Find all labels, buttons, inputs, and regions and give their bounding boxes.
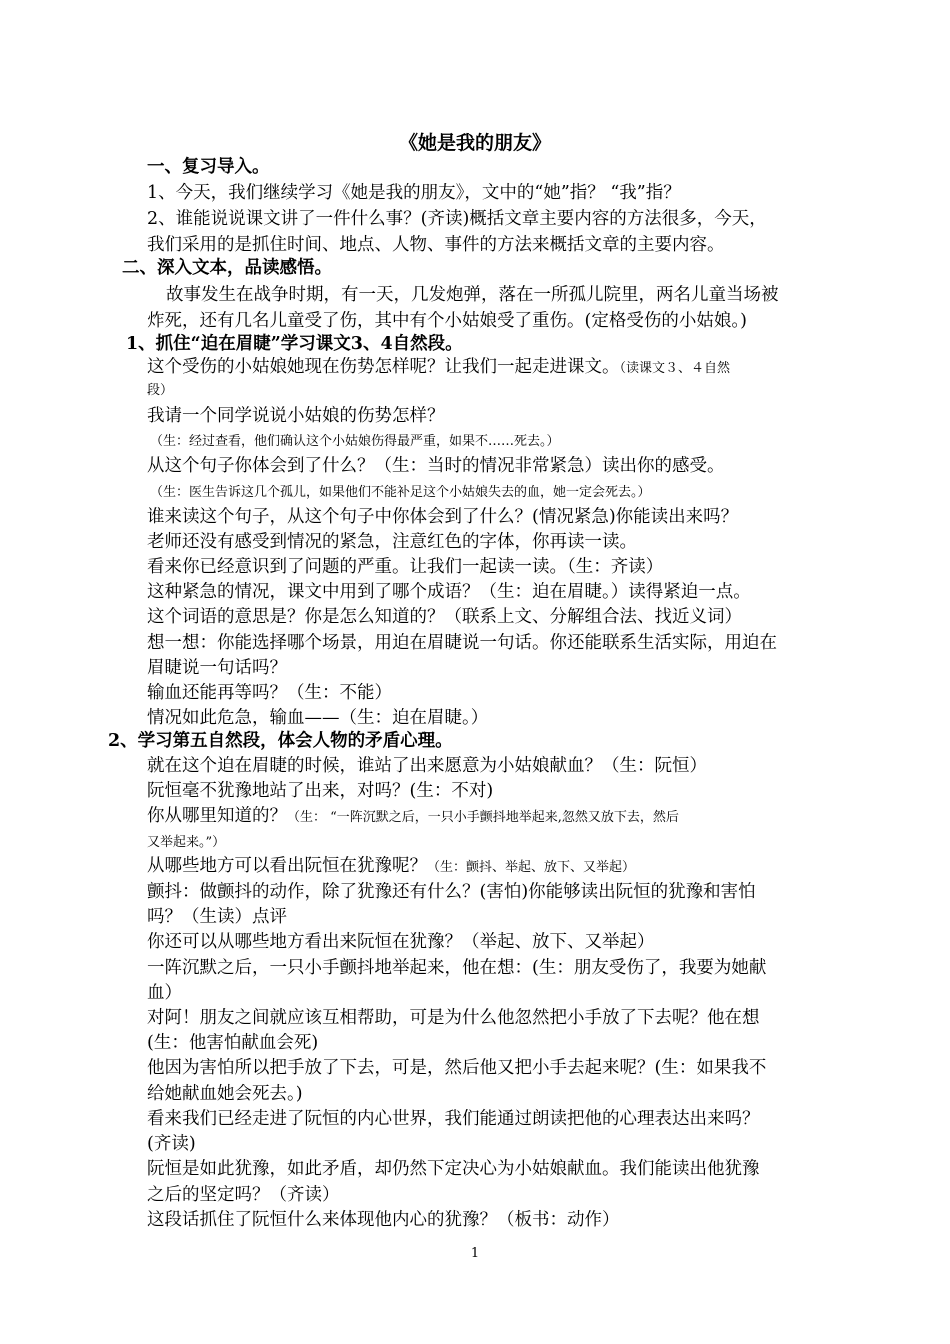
text-line — [147, 454, 725, 478]
text-line — [147, 779, 493, 803]
line-text: 之后的坚定吗？（齐读） — [147, 1185, 340, 1205]
student-note: （读课文３、４自然 — [619, 361, 731, 376]
line-text: 情况如此危急，输血——（生：迫在眉睫。） — [147, 708, 489, 728]
section-heading — [122, 256, 332, 280]
text-line — [147, 754, 707, 778]
text-line — [147, 1132, 196, 1156]
line-text: 他因为害怕所以把手放了下去，可是，然后他又把小手去起来呢？(生：如果我不 — [147, 1058, 767, 1078]
line-text: 给她献血她会死去。) — [147, 1084, 303, 1104]
line-text: 这种紧急的情况，课文中用到了哪个成语？（生：迫在眉睫。）读得紧迫一点。 — [147, 582, 751, 602]
line-text: 眉睫说一句话吗？ — [147, 658, 287, 678]
line-text: 我们采用的是抓住时间、地点、人物、事件的方法来概括文章的主要内容。 — [147, 235, 725, 255]
line-text: 二、深入文本，品读感悟。 — [122, 258, 332, 278]
section-heading — [126, 332, 463, 356]
text-line — [147, 656, 287, 680]
text-line — [147, 854, 635, 880]
student-note: （生：经过查看，他们确认这个小姑娘伤得最严重，如果不……死去。） — [150, 434, 560, 449]
document-title: 《她是我的朋友》 — [398, 132, 551, 154]
line-text: 2、学习第五自然段，体会人物的矛盾心理。 — [108, 731, 453, 751]
line-text: 这个受伤的小姑娘她现在伤势怎样呢？让我们一起走进课文。 — [147, 357, 620, 377]
line-text: 颤抖：做颤抖的动作，除了犹豫还有什么？(害怕)你能够读出阮恒的犹豫和害怕 — [147, 882, 756, 902]
text-line — [147, 1056, 766, 1080]
text-line — [147, 981, 182, 1005]
line-text: 阮恒毫不犹豫地站了出来，对吗？(生：不对) — [147, 781, 494, 801]
line-text: 你从哪里知道的？ — [147, 806, 287, 826]
line-text: 吗？（生读）点评 — [147, 907, 287, 927]
line-text: 1、今天，我们继续学习《她是我的朋友》，文中的“她”指？ “我”指？ — [147, 183, 681, 203]
text-line — [147, 404, 445, 428]
line-text: 看来我们已经走进了阮恒的内心世界，我们能通过朗读把他的心理表达出来吗？ — [147, 1109, 760, 1129]
text-line — [147, 233, 725, 257]
text-line — [147, 207, 767, 231]
line-text: 老师还没有感受到情况的紧急，注意红色的字体，你再读一读。 — [147, 532, 637, 552]
line-text: 谁来读这个句子，从这个句子中你体会到了什么？(情况紧急)你能读出来吗？ — [147, 507, 739, 527]
student-note: 段） — [147, 383, 174, 398]
line-text: 血） — [147, 983, 182, 1003]
text-line — [166, 283, 779, 307]
line-text: 看来你已经意识到了问题的严重。让我们一起读一读。（生：齐读） — [147, 557, 664, 577]
text-line — [147, 1031, 318, 1055]
text-line — [147, 956, 766, 980]
section-heading — [108, 729, 453, 753]
student-note: 又举起来。”） — [147, 835, 226, 850]
text-line — [147, 580, 751, 604]
line-text: 这段话抓住了阮恒什么来体现他内心的犹豫？（板书：动作） — [147, 1210, 620, 1230]
line-text: 一、复习导入。 — [147, 157, 270, 177]
text-line — [147, 930, 655, 954]
text-line — [147, 1208, 620, 1232]
line-text: 就在这个迫在眉睫的时候，谁站了出来愿意为小姑娘献血？（生：阮恒） — [147, 756, 707, 776]
text-line — [147, 681, 392, 705]
text-line — [147, 1157, 760, 1181]
text-line — [147, 1006, 760, 1030]
line-text: 这个词语的意思是？你是怎么知道的？（联系上文、分解组合法、找近义词） — [147, 607, 742, 627]
line-text: 从这个句子你体会到了什么？（生：当时的情况非常紧急）读出你的感受。 — [147, 456, 725, 476]
text-line — [147, 555, 663, 579]
line-text: 故事发生在战争时期，有一天，几发炮弹，落在一所孤儿院里，两名儿童当场被 — [166, 285, 779, 305]
text-line — [147, 1183, 340, 1207]
line-text: 1、抓住“迫在眉睫”学习课文3、4自然段。 — [126, 334, 463, 354]
text-line — [147, 706, 488, 730]
line-text: 你还可以从哪些地方看出来阮恒在犹豫？（举起、放下、又举起） — [147, 932, 655, 952]
text-line — [147, 181, 681, 205]
text-line — [147, 505, 738, 529]
line-text: (生：他害怕献血会死) — [147, 1033, 319, 1053]
text-line — [150, 428, 560, 454]
student-note: （生： “一阵沉默之后，一只小手颤抖地举起来,忽然又放下去，然后 — [287, 810, 679, 825]
student-note: （生：颤抖、举起、放下、又举起） — [427, 860, 636, 875]
line-text: 阮恒是如此犹豫，如此矛盾，却仍然下定决心为小姑娘献血。我们能读出他犹豫 — [147, 1159, 760, 1179]
section-heading — [147, 155, 270, 179]
line-text: 对阿！朋友之间就应该互相帮助，可是为什么他忽然把小手放了下去呢？他在想 — [147, 1008, 760, 1028]
page-number: 1 — [470, 1246, 480, 1261]
text-line — [147, 804, 679, 830]
text-line — [147, 829, 225, 855]
text-line — [147, 631, 777, 655]
line-text: (齐读) — [147, 1134, 196, 1154]
text-line — [147, 1107, 760, 1131]
student-note: （生：医生告诉这几个孤儿，如果他们不能补足这个小姑娘失去的血，她一定会死去。） — [150, 485, 651, 500]
text-line — [147, 1082, 303, 1106]
text-line — [150, 479, 651, 505]
line-text: 我请一个同学说说小姑娘的伤势怎样？ — [147, 406, 445, 426]
text-line — [147, 377, 173, 403]
line-text: 想一想：你能选择哪个场景，用迫在眉睫说一句话。你还能联系生活实际，用迫在 — [147, 633, 777, 653]
text-line — [147, 605, 742, 629]
text-line — [147, 309, 747, 333]
text-line — [147, 355, 730, 381]
text-line — [147, 530, 637, 554]
line-text: 输血还能再等吗？（生：不能） — [147, 683, 392, 703]
text-line — [147, 880, 756, 904]
line-text: 一阵沉默之后，一只小手颤抖地举起来，他在想：(生：朋友受伤了，我要为她献 — [147, 958, 767, 978]
line-text: 2、谁能说说课文讲了一件什么事？(齐读)概括文章主要内容的方法很多，今天， — [147, 209, 767, 229]
text-line — [147, 905, 287, 929]
line-text: 炸死，还有几名儿童受了伤，其中有个小姑娘受了重伤。(定格受伤的小姑娘。) — [147, 311, 747, 331]
line-text: 从哪些地方可以看出阮恒在犹豫呢？ — [147, 856, 427, 876]
